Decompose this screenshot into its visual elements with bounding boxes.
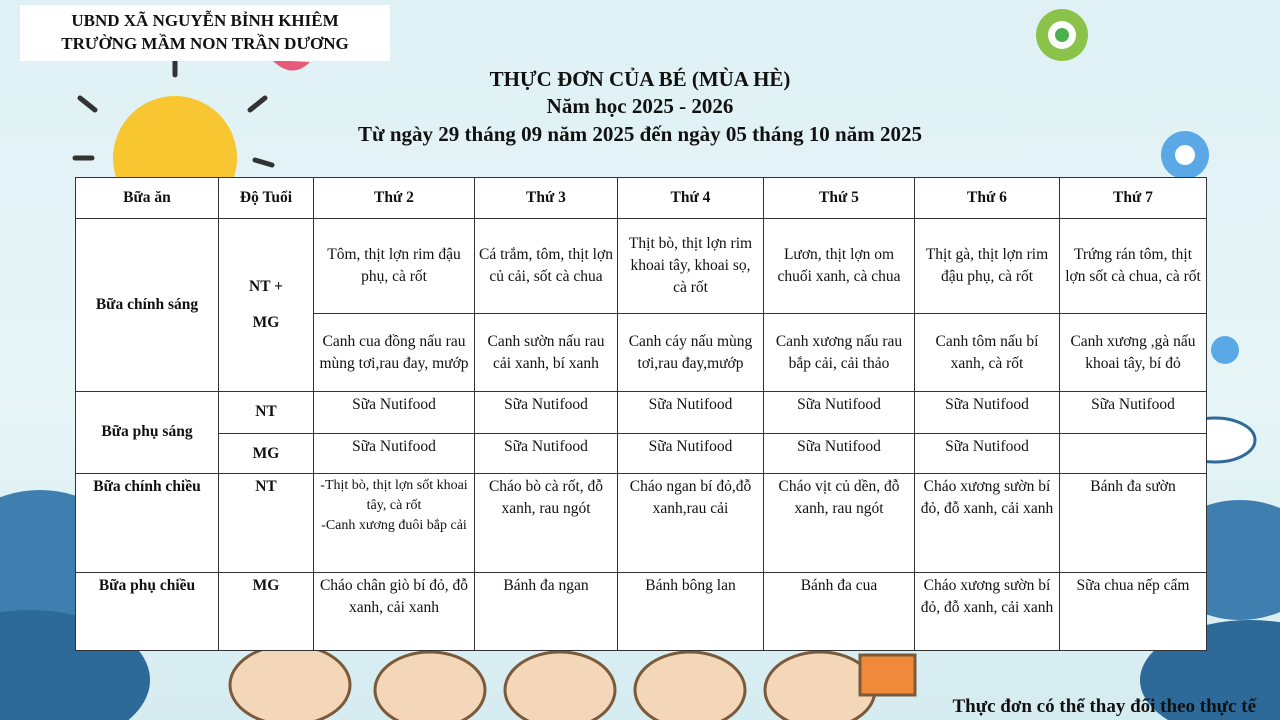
- table-cell: Thịt bò, thịt lợn rim khoai tây, khoai sọ, cà rốt: [618, 219, 764, 314]
- age-label: MG: [219, 572, 314, 650]
- table-cell: Cháo chân giò bí đỏ, đỗ xanh, cải xanh: [314, 572, 475, 650]
- dish-line: -Canh xương đuôi bắp cải: [321, 518, 467, 534]
- meal-label: Bữa chính sáng: [76, 219, 219, 392]
- table-cell: Canh cáy nấu mùng tơi,rau đay,mướp: [618, 314, 764, 391]
- table-cell: Tôm, thịt lợn rim đậu phụ, cà rốt: [314, 219, 475, 314]
- table-row: [76, 391, 1207, 433]
- table-cell: [314, 474, 475, 572]
- table-cell: Lươn, thịt lợn om chuối xanh, cà chua: [764, 219, 915, 314]
- school-header: [20, 5, 390, 61]
- col-header-tue: Thứ 3: [475, 178, 618, 219]
- table-cell: Sữa Nutifood: [915, 391, 1060, 433]
- col-header-sat: Thứ 7: [1060, 178, 1207, 219]
- school-year: Năm học 2025 - 2026: [546, 94, 734, 118]
- table-cell: Sữa Nutifood: [475, 391, 618, 433]
- menu-table: [75, 177, 1207, 651]
- col-header-fri: Thứ 6: [915, 178, 1060, 219]
- table-cell: Sữa Nutifood: [1060, 391, 1207, 433]
- table-cell: Cháo bò cà rốt, đỗ xanh, rau ngót: [475, 474, 618, 572]
- table-cell: Bánh đa ngan: [475, 572, 618, 650]
- age-label: NT: [219, 391, 314, 433]
- table-cell: Sữa Nutifood: [915, 433, 1060, 473]
- col-header-mon: Thứ 2: [314, 178, 475, 219]
- header-row: [76, 178, 1207, 219]
- age-label: NT: [219, 474, 314, 572]
- table-cell: Bánh đa cua: [764, 572, 915, 650]
- col-header-meal: Bữa ăn: [76, 178, 219, 219]
- table-cell: Sữa Nutifood: [314, 391, 475, 433]
- table-row: [76, 219, 1207, 314]
- table-cell: Sữa Nutifood: [314, 433, 475, 473]
- col-header-wed: Thứ 4: [618, 178, 764, 219]
- table-row: [76, 474, 1207, 572]
- age-label: [219, 219, 314, 392]
- table-cell: Cháo xương sườn bí đỏ, đỗ xanh, cải xanh: [915, 572, 1060, 650]
- table-cell: [1060, 433, 1207, 473]
- meal-label: Bữa chính chiều: [76, 474, 219, 572]
- org-line-1: UBND XÃ NGUYỄN BỈNH KHIÊM: [71, 11, 339, 30]
- table-cell: Cháo ngan bí đỏ,đỗ xanh,rau cải: [618, 474, 764, 572]
- meal-label: Bữa phụ chiều: [76, 572, 219, 650]
- table-cell: Bánh bông lan: [618, 572, 764, 650]
- age-label-a: NT +: [249, 277, 283, 295]
- col-header-age: Độ Tuổi: [219, 178, 314, 219]
- table-cell: Cháo vịt củ dền, đỗ xanh, rau ngót: [764, 474, 915, 572]
- table-cell: Canh cua đồng nấu rau mùng tơi,rau đay, mướp: [314, 314, 475, 391]
- org-line-2: TRƯỜNG MẦM NON TRẦN DƯƠNG: [61, 34, 349, 53]
- table-cell: Sữa Nutifood: [764, 433, 915, 473]
- table-cell: Sữa Nutifood: [618, 391, 764, 433]
- table-cell: Thịt gà, thịt lợn rim đậu phụ, cà rốt: [915, 219, 1060, 314]
- table-cell: Sữa Nutifood: [618, 433, 764, 473]
- table-cell: Sữa Nutifood: [475, 433, 618, 473]
- table-cell: Cá trắm, tôm, thịt lợn củ cải, sốt cà chua: [475, 219, 618, 314]
- table-cell: Canh xương ,gà nấu khoai tây, bí đỏ: [1060, 314, 1207, 391]
- age-label: MG: [219, 433, 314, 473]
- table-cell: Cháo xương sườn bí đỏ, đỗ xanh, cải xanh: [915, 474, 1060, 572]
- menu-titles: [0, 66, 1280, 149]
- date-range: Từ ngày 29 tháng 09 năm 2025 đến ngày 05 tháng 10 năm 2025: [358, 122, 922, 146]
- table-cell: Sữa Nutifood: [764, 391, 915, 433]
- col-header-thu: Thứ 5: [764, 178, 915, 219]
- kids-illustration: [230, 645, 915, 720]
- footer-note: Thực đơn có thể thay đổi theo thực tế: [952, 696, 1256, 717]
- table-row: [76, 433, 1207, 473]
- table-row: [76, 572, 1207, 650]
- page-title: THỰC ĐƠN CỦA BÉ (MÙA HÈ): [489, 67, 791, 91]
- table-cell: Canh sườn nấu rau cải xanh, bí xanh: [475, 314, 618, 391]
- table-cell: Bánh đa sườn: [1060, 474, 1207, 572]
- table-cell: Canh xương nấu rau bắp cải, cải thảo: [764, 314, 915, 391]
- age-label-b: MG: [252, 313, 280, 331]
- table-cell: Canh tôm nấu bí xanh, cà rốt: [915, 314, 1060, 391]
- meal-label: Bữa phụ sáng: [76, 391, 219, 473]
- dish-line: -Thịt bò, thịt lợn sốt khoai tây, cà rốt: [320, 478, 468, 514]
- table-cell: Trứng rán tôm, thịt lợn sốt cà chua, cà rốt: [1060, 219, 1207, 314]
- table-cell: Sữa chua nếp cẩm: [1060, 572, 1207, 650]
